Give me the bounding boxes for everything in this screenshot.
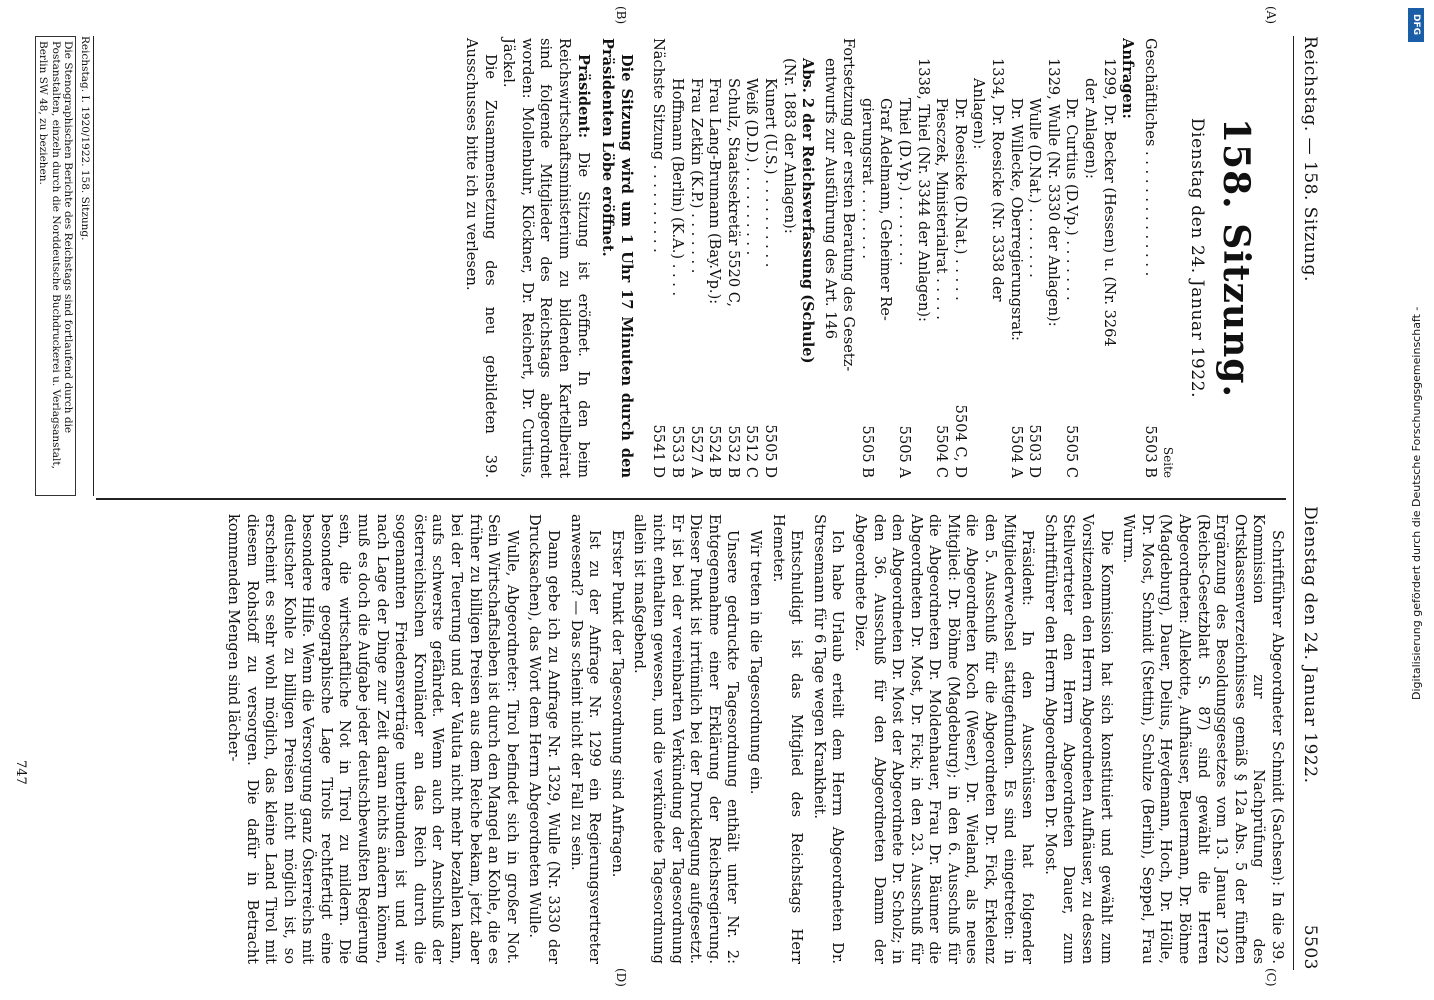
toc-entry-text: 1338, Thiel (Nr. 3344 der Anlagen): <box>914 58 932 322</box>
column-divider <box>96 498 1286 500</box>
session-title: 158. Sitzung. <box>1215 117 1257 398</box>
toc-row <box>779 38 798 478</box>
praesident-label: Präsident: <box>574 54 592 139</box>
marker-d: (D) <box>614 968 628 987</box>
toc-row <box>1062 38 1081 478</box>
toc-row <box>1099 38 1118 478</box>
signature-number: 747 <box>13 760 28 785</box>
toc-entry-page: 5504 C, D <box>951 404 969 478</box>
toc-entry-page: 5533 B <box>668 425 686 478</box>
toc-entry-text: Kunert (U.S.) . . . . . . . . . . <box>761 78 779 268</box>
toc-row <box>969 38 988 478</box>
toc-entry-text: Schulz, Staatssekretär 5520 C, <box>724 78 742 308</box>
toc-entry-text: Piesczek, Ministerialrat . . . . . <box>933 98 951 320</box>
toc-entry-text: Dr. Willecke, Oberregierungsrat: <box>1007 98 1025 341</box>
toc-entry-text: 1334, Dr. Roesicke (Nr. 3338 der <box>989 58 1007 302</box>
right-paragraph: Entschuldigt ist das Mitglied des Reichstags Herr Hemeter. <box>769 514 806 964</box>
session-date: Dienstag den 24. Januar 1922. <box>1187 117 1207 399</box>
toc-row <box>876 38 895 478</box>
right-paragraph: Ist zu der Anfrage Nr. 1299 ein Regierungsvertreter anwesend? — Das scheint nicht der Fall zu sein. <box>567 514 604 964</box>
toc-entry-text: Nächste Sitzung . . . . . . . . . . <box>650 38 668 253</box>
toc-entry-page: 5503 B <box>1141 425 1159 478</box>
marker-b: (B) <box>614 6 628 25</box>
toc-entry-text: Dr. Curtius (D.Vp.) . . . . . . . <box>1063 98 1081 301</box>
toc-entry-page: 5504 C <box>933 425 951 478</box>
dfg-logo: DFG <box>1408 8 1424 42</box>
page-footer <box>35 36 94 496</box>
right-paragraph: Die Kommission hat sich konstituiert und gewählt zum Vorsitzenden den Herrn Abgeordneten Aufhäuser, zu dessen Stellvertreter den Herrn Abgeordneten Dauer, zum Schriftführer den Herrn Abgeordneten Dr. Most. <box>1041 514 1115 964</box>
footer-signature: Reichstag. I. 1920/1922. 158. Sitzung. <box>79 36 91 241</box>
toc-entry-text: Wulle (D.Nat.) . . . . . . . . <box>1026 98 1044 278</box>
toc-row <box>742 38 761 478</box>
toc-entry-text: 1329, Wulle (Nr. 3330 der Anlagen): <box>1044 58 1062 327</box>
toc-entry-page: 5505 D <box>761 424 779 478</box>
right-paragraph: Ich habe Urlaub erteilt dem Herrn Abgeordneten Dr. Stresemann für 6 Tage wegen Krankheit. <box>810 514 847 964</box>
toc-row <box>667 38 686 478</box>
dfg-sidebar <box>1398 0 1434 1000</box>
toc-row <box>798 38 817 478</box>
toc-entry-page: 5532 B <box>724 425 742 478</box>
toc-row <box>1006 38 1025 478</box>
toc-entry-text: Weiß (D.D.) . . . . . . . . . . <box>743 78 761 256</box>
left-column <box>461 38 1286 478</box>
toc-row <box>686 38 705 478</box>
toc-entry-page: 5524 B <box>706 425 724 478</box>
toc-row <box>705 38 724 478</box>
marker-a: (A) <box>1264 6 1278 25</box>
toc-entry-text: (Nr. 1883 der Anlagen): <box>780 58 798 234</box>
toc-entry-text: Hoffmann (Berlin) (K.A.) . . . . <box>668 78 686 297</box>
toc-row <box>857 38 876 478</box>
toc-entry-text: Dr. Roesicke (D.Nat.) . . . . . <box>951 98 969 301</box>
right-paragraph: Schriftführer Abgeordneter Schmidt (Sachsen): In die 39. Kommission zur Nachprüfung des Ortsklassenverzeichnisses gemäß § 12a Abs. 5 der fünften Ergänzung des Besoldungsgesetzes vom 13. Januar 1922 (Reichs-Gesetzblatt S. 87) sind gewählt die Herren Abgeordneten: Allekotte, Aufhäuser, Beuermann, Dr. Böhme (Magdeburg), Dauer, Delius, Heydemann, Hoch, Dr. Hölle, Dr. Most, Schmidt (Stettin), Schulze (Berlin), Seppel, Frau Wurm. <box>1120 514 1286 964</box>
toc-row <box>932 38 951 478</box>
right-paragraph: Unsere gedruckte Tagesordnung enthält unter Nr. 2: Entgegennahme einer Erklärung der Reichsregierung. Dieser Punkt ist irrtümlich bei der Drucklegung aufgesetzt. Er ist bei der vereinbarten Verkündung der Tagesordnung nicht enthalten gewesen, und die verkündete Tagesordnung allein ist maßgebend. <box>631 514 742 964</box>
toc-row <box>1043 38 1062 478</box>
toc-entry-text: Abs. 2 der Reichsverfassung (Schule) <box>799 58 817 364</box>
toc-row <box>950 38 969 478</box>
toc-entry-page: 5505 A <box>896 425 914 478</box>
toc-row <box>913 38 932 478</box>
right-paragraph: Präsident: In den Ausschüssen hat folgender Mitgliederwechsel stattgefunden. Es sind eingetreten: in den 5. Ausschuß für die Abgeordneten Dr. Fick, Erkelenz die Abgeordneten Koch (Weser), Dr. Wieland, als neues Mitglied: Dr. Böhme (Magdeburg); in den 6. Ausschuß für die Abgeordneten Dr. Moldenhauer, Frau Dr. Bäumer die Abgeordneten Dr. Most, Dr. Fick; in den 23. Ausschuß für den Abgeordneten Dr. Most der Abgeordnete Dr. Scholz; in den 36. Ausschuß für den Abgeordneten Damm der Abgeordnete Diez. <box>851 514 1037 964</box>
toc-entry-text: Graf Adelmann, Geheimer Re- <box>877 98 895 321</box>
toc-entry-text: Geschäftliches . . . . . . . . . . . . . . <box>1141 38 1159 277</box>
toc-entry-page: 5541 D <box>650 424 668 478</box>
right-paragraphs <box>223 514 1286 964</box>
right-paragraph: Wir treten in die Tagesordnung ein. <box>746 530 764 795</box>
toc-row <box>1080 38 1099 478</box>
toc-row <box>1118 38 1137 478</box>
toc-row <box>1140 38 1159 478</box>
toc-row <box>649 38 668 478</box>
opening-statement: Die Sitzung wird um 1 Uhr 17 Minuten durch den Präsidenten Löbe eröffnet. <box>599 38 635 478</box>
toc-entry-page: 5505 B <box>858 425 876 478</box>
toc-entry-text: Frau Zetkin (K.P.) . . . . . . . <box>687 78 705 274</box>
toc-row <box>839 38 858 478</box>
toc-entry-text: der Anlagen): <box>1082 78 1100 179</box>
toc-entry-text: Frau Lang-Brumann (Bay.Vp.): <box>706 78 724 305</box>
running-header <box>1293 36 1328 970</box>
header-page-number: 5503 <box>1300 924 1320 970</box>
toc-row <box>1025 38 1044 478</box>
footer-note: Die Stenographischen Berichte des Reichstags sind fortlaufend durch die Postanstalten, einzeln durch die Norddeutsche Buchdruckerei u. Verlagsanstalt, Berlin SW 48, zu beziehen. <box>35 36 77 496</box>
toc-row <box>820 38 839 478</box>
table-of-contents <box>649 38 1159 478</box>
toc-entry-page: 5503 D <box>1026 424 1044 478</box>
toc-entry-text: Anlagen): <box>970 78 988 150</box>
toc-page-label: Seite <box>1161 446 1176 478</box>
toc-row <box>895 38 914 478</box>
zusammensetzung-paragraph: Die Zusammensetzung des neu gebildeten 39. Ausschusses bitte ich zu verlesen. <box>463 38 499 478</box>
dfg-sidebar-text: Digitalisierung gefördert durch die Deutsche Forschungsgemeinschaft - <box>1410 306 1423 700</box>
header-center: Dienstag den 24. Januar 1922. <box>1300 506 1320 784</box>
praesident-text: Die Sitzung ist eröffnet. In den beim Reichswirtschaftsministerium zu bildenden Kartellbeirat sind folgende Mitglieder des Reichstags abgeordnet worden: Mollenbuhr, Klöckner, Dr. Reichert, Dr. Curtius, Jäckel. <box>500 38 592 478</box>
header-left: Reichstag. — 158. Sitzung. <box>1300 36 1320 282</box>
toc-entry-page: 5512 C <box>743 425 761 478</box>
toc-entry-text: entwurfs zur Ausführung des Art. 146 <box>821 58 839 340</box>
toc-entry-text: Anfragen: <box>1119 38 1137 119</box>
toc-entry-text: Thiel (D.Vp.) . . . . . . . . <box>896 98 914 266</box>
marker-c: (C) <box>1264 968 1278 987</box>
right-paragraph: Erster Punkt der Tagesordnung sind Anfragen. <box>608 530 626 878</box>
right-paragraph: Wulle, Abgeordneter: Tirol befindet sich in großer Not. Sein Wirtschaftsleben ist durch den Mangel an Kohle, die es früher zu billigen Preisen aus dem Reiche bekam, jetzt aber bei der Teuerung und der Valuta nicht mehr bezahlen kann, aufs schwerste gefährdet. Wenn auch der Anschluß der österreichischen Kronländer an das Reich durch die sogenannten Friedensverträge unterbunden ist und wir nach Lage der Dinge zur Zeit daran nichts ändern können, muß es doch die Aufgabe jeder deutschbewußten Regierung sein, die wirtschaftliche Not in Tirol zu mildern. Die besondere geographische Lage Tirols rechtfertigt eine besondere Hilfe. Wenn die Versorgung ganz Österreichs mit deutscher Kohle zu billigen Preisen nicht möglich ist, so erscheint es sehr wohl möglich, das kleine Land Tirol mit diesem Rohstoff zu versorgen. Die dafür in Betracht kommenden Mengen sind lächer- <box>224 514 521 964</box>
toc-entry-text: gierungsrat . . . . . . . . <box>858 98 876 260</box>
toc-entry-page: 5504 A <box>1007 425 1025 478</box>
toc-row <box>723 38 742 478</box>
toc-entry-page: 5505 C <box>1063 425 1081 478</box>
toc-entry-page: 5527 A <box>687 425 705 478</box>
right-column <box>219 514 1286 964</box>
toc-entry-text: Fortsetzung der ersten Beratung des Gesetz- <box>840 38 858 372</box>
toc-entry-text: 1299, Dr. Becker (Hessen) u. (Nr. 3264 <box>1100 58 1118 347</box>
praesident-paragraph <box>499 38 592 478</box>
toc-row <box>760 38 779 478</box>
right-paragraph: Dann gebe ich zu Anfrage Nr. 1329, Wulle (Nr. 3330 der Drucksachen), das Wort dem Herrn Abgeordneten Wulle. <box>526 514 563 964</box>
toc-row <box>987 38 1006 478</box>
